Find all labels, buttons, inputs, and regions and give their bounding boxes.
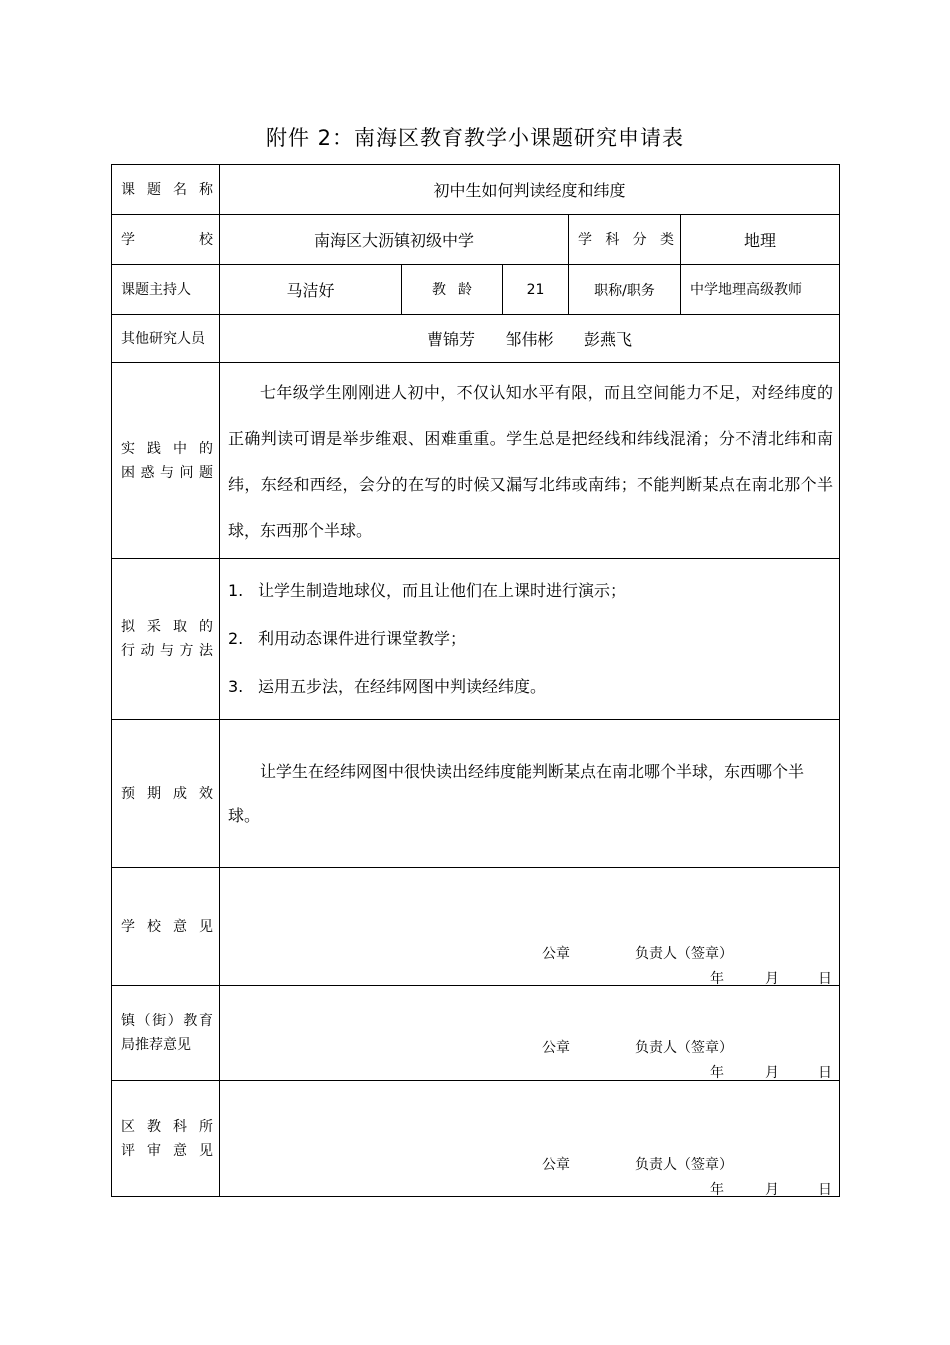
value-problems: 七年级学生刚刚进人初中，不仅认知水平有限，而且空间能力不足，对经纬度的正确判读可谓是举步维艰、困难重重。学生总是把经线和纬线混淆；分不清北纬和南纬，东经和西经，会分的在写的时候又漏写北纬或南纬；不能判断某点在南北那个半球，东西那个半球。 <box>220 363 840 559</box>
label-host: 课题主持人 <box>112 265 220 315</box>
action-number: 2. <box>228 629 244 648</box>
year-label: 年 <box>710 1181 724 1198</box>
seal-label: 公章 <box>542 945 570 962</box>
seal-label: 公章 <box>542 1156 570 1173</box>
month-label: 月 <box>765 1181 779 1198</box>
label-district-line1: 区教科所 <box>121 1118 213 1135</box>
responsible-label: 负责人（签章） <box>635 945 733 962</box>
town-opinion-area <box>220 986 840 1081</box>
row-expected <box>112 720 840 868</box>
value-actions <box>220 559 840 720</box>
responsible-label: 负责人（签章） <box>635 1156 733 1173</box>
row-school-opinion <box>112 868 840 986</box>
label-actions-line2: 行动与方法 <box>121 643 213 659</box>
application-form-table <box>111 164 840 1197</box>
label-school: 学校 <box>112 215 220 265</box>
label-town-line1: 镇（街）教育 <box>121 1013 213 1029</box>
value-teaching-years: 21 <box>503 265 569 315</box>
label-district-opinion <box>112 1081 220 1197</box>
label-subject: 学科分类 <box>569 215 681 265</box>
row-town-opinion <box>112 986 840 1081</box>
row-topic-name <box>112 165 840 215</box>
year-label: 年 <box>710 1064 724 1081</box>
label-problems-line2: 困惑与问题 <box>121 464 213 481</box>
label-topic-name: 课题名称 <box>112 165 220 215</box>
day-label: 日 <box>818 1064 832 1081</box>
label-actions <box>112 559 220 720</box>
row-other-researchers <box>112 315 840 363</box>
action-item <box>228 663 831 711</box>
label-school-opinion: 学校意见 <box>112 868 220 986</box>
value-school: 南海区大沥镇初级中学 <box>220 215 569 265</box>
year-label: 年 <box>710 970 724 987</box>
value-host: 马洁好 <box>220 265 402 315</box>
action-text: 利用动态课件进行课堂教学； <box>258 629 467 648</box>
label-title-position: 职称/职务 <box>569 265 681 315</box>
row-problems <box>112 363 840 559</box>
action-item <box>228 615 831 663</box>
value-expected: 让学生在经纬网图中很快读出经纬度能判断某点在南北哪个半球，东西哪个半球。 <box>220 720 840 868</box>
label-problems <box>112 363 220 559</box>
day-label: 日 <box>818 970 832 987</box>
seal-label: 公章 <box>542 1039 570 1056</box>
row-school <box>112 215 840 265</box>
label-district-line2: 评审意见 <box>121 1142 213 1159</box>
action-item <box>228 567 831 615</box>
label-other-researchers: 其他研究人员 <box>112 315 220 363</box>
label-expected: 预期成效 <box>112 720 220 868</box>
label-problems-line1: 实践中的 <box>121 440 213 457</box>
action-text: 运用五步法，在经纬网图中判读经纬度。 <box>258 677 547 696</box>
action-text: 让学生制造地球仪，而且让他们在上课时进行演示； <box>258 581 627 600</box>
page-title: 附件 2：南海区教育教学小课题研究申请表 <box>265 126 685 150</box>
month-label: 月 <box>765 1064 779 1081</box>
day-label: 日 <box>818 1181 832 1198</box>
value-title-position: 中学地理高级教师 <box>681 265 840 315</box>
action-number: 3. <box>228 677 244 696</box>
action-number: 1. <box>228 581 244 600</box>
label-teaching-years: 教龄 <box>402 265 503 315</box>
row-actions <box>112 559 840 720</box>
label-actions-line1: 拟采取的 <box>121 619 213 635</box>
label-town-line2: 局推荐意见 <box>121 1037 191 1053</box>
value-other-researchers: 曹锦芳 邹伟彬 彭燕飞 <box>220 315 840 363</box>
responsible-label: 负责人（签章） <box>635 1039 733 1056</box>
row-host <box>112 265 840 315</box>
school-opinion-area <box>220 868 840 986</box>
value-subject: 地理 <box>681 215 840 265</box>
district-opinion-area <box>220 1081 840 1197</box>
value-topic-name: 初中生如何判读经度和纬度 <box>220 165 840 215</box>
row-district-opinion <box>112 1081 840 1197</box>
label-town-opinion <box>112 986 220 1081</box>
month-label: 月 <box>765 970 779 987</box>
